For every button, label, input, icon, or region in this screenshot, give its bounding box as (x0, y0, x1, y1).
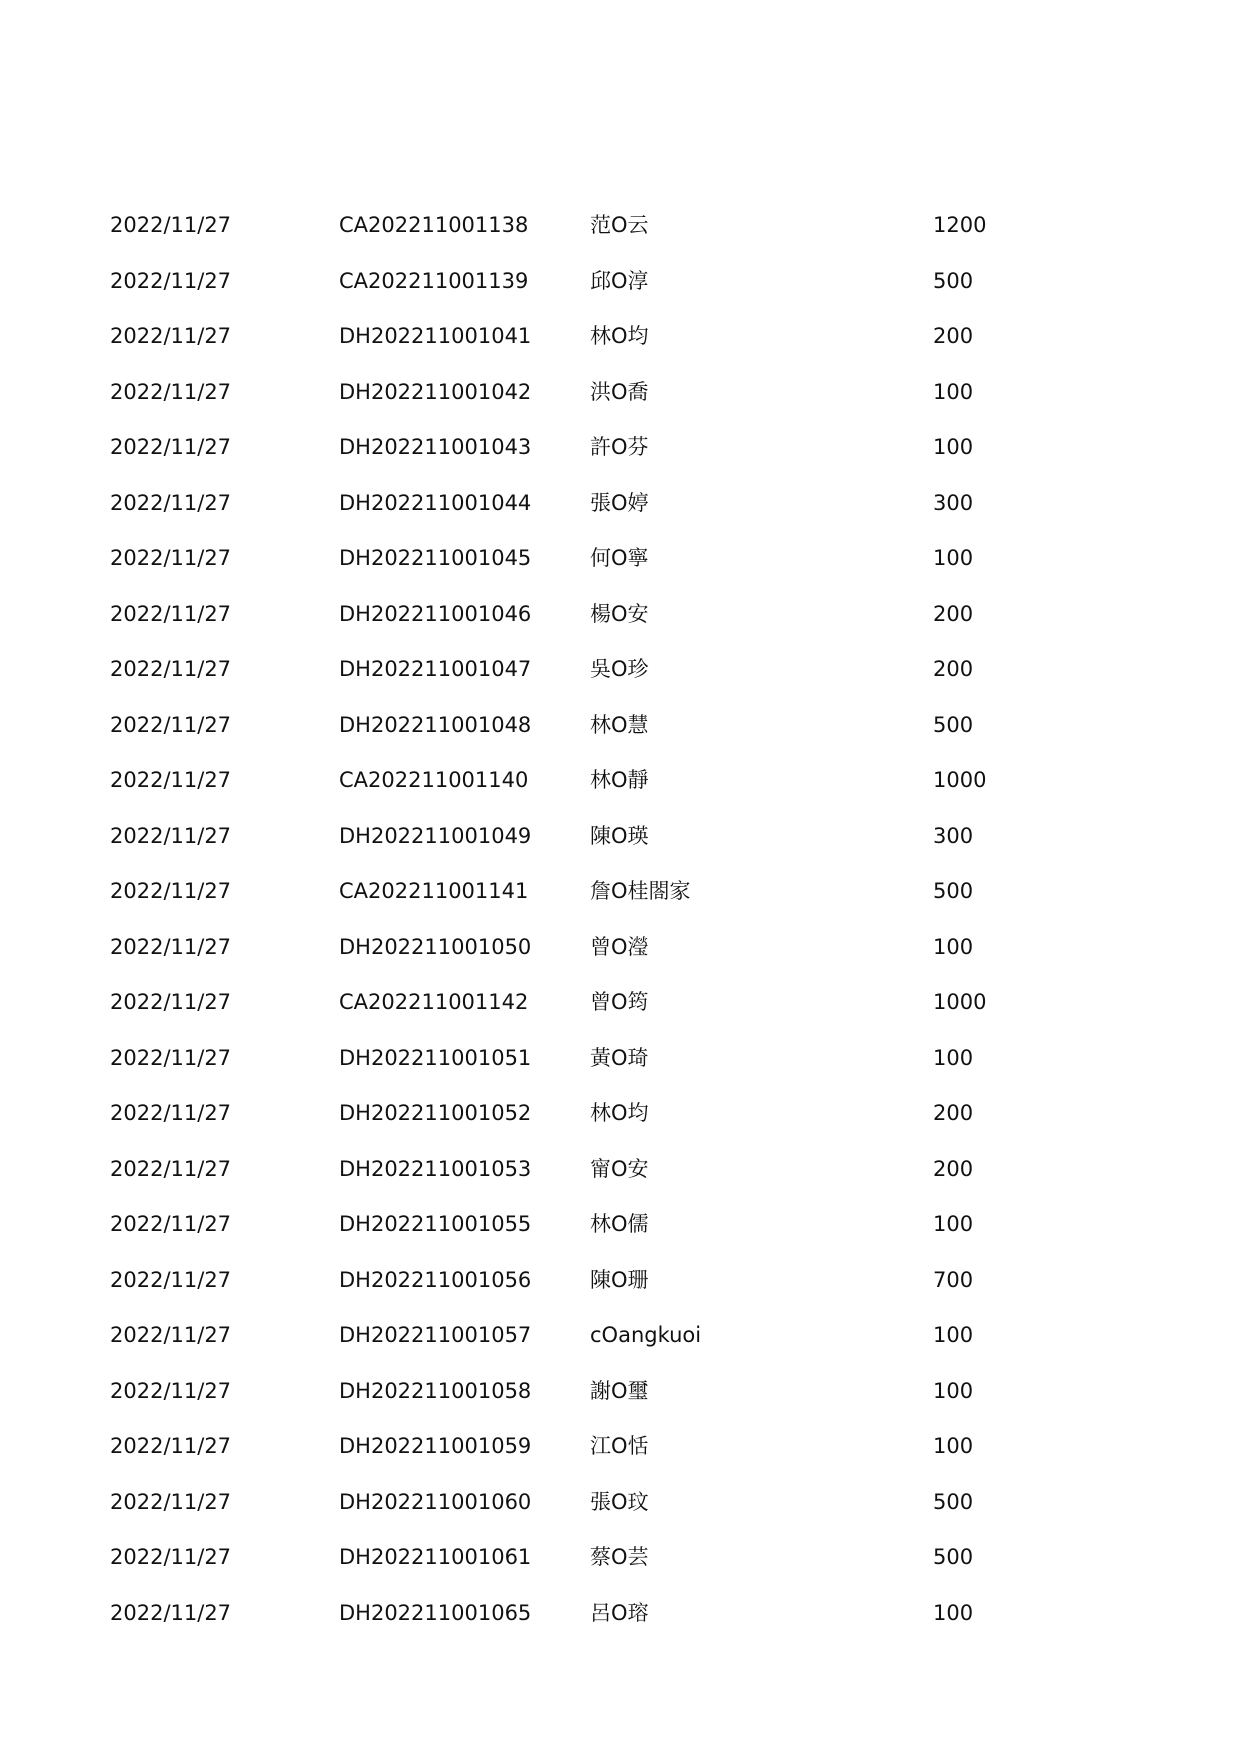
date-cell: 2022/11/27 (110, 657, 232, 681)
table-row (0, 767, 1240, 823)
donor-name-cell: 范O云 (590, 213, 649, 237)
donor-name-cell: 洪O喬 (590, 379, 649, 404)
amount-cell: 1000 (933, 768, 987, 792)
order-number-cell: DH202211001056 (339, 1267, 532, 1292)
amount-cell: 200 (933, 1156, 974, 1181)
date-cell: 2022/11/27 (110, 768, 232, 792)
donor-name-cell: 林O慧 (590, 712, 649, 737)
table-row (0, 1211, 1240, 1267)
order-number-cell: DH202211001057 (339, 1323, 532, 1347)
amount-cell: 500 (933, 268, 974, 293)
donor-name-cell: 張O婷 (590, 490, 649, 515)
order-number-cell: CA202211001139 (339, 268, 529, 293)
amount-cell: 1000 (933, 990, 987, 1014)
amount-cell: 100 (933, 379, 974, 404)
amount-cell: 200 (933, 324, 974, 348)
order-number-cell: DH202211001048 (339, 712, 532, 737)
table-row (0, 1045, 1240, 1101)
amount-cell: 100 (933, 1045, 974, 1070)
date-cell: 2022/11/27 (110, 379, 232, 404)
order-number-cell: CA202211001138 (339, 213, 529, 237)
date-cell: 2022/11/27 (110, 1378, 232, 1403)
amount-cell: 300 (933, 823, 974, 848)
donor-name-cell: 林O均 (590, 1101, 649, 1125)
amount-cell: 100 (933, 1378, 974, 1403)
order-number-cell: DH202211001047 (339, 657, 532, 681)
table-row (0, 878, 1240, 934)
table-row (0, 712, 1240, 768)
date-cell: 2022/11/27 (110, 1489, 232, 1514)
donor-name-cell: 吳O珍 (590, 657, 649, 681)
date-cell: 2022/11/27 (110, 1212, 232, 1236)
amount-cell: 100 (933, 1212, 974, 1236)
donor-name-cell: 甯O安 (590, 1156, 649, 1181)
donor-name-cell: 蔡O芸 (590, 1545, 649, 1569)
order-number-cell: DH202211001045 (339, 546, 532, 570)
amount-cell: 300 (933, 490, 974, 515)
date-cell: 2022/11/27 (110, 1101, 232, 1125)
table-row (0, 434, 1240, 490)
donor-name-cell: 楊O安 (590, 601, 649, 626)
donor-name-cell: 邱O淳 (590, 268, 649, 293)
order-number-cell: DH202211001042 (339, 379, 532, 404)
table-row (0, 379, 1240, 435)
date-cell: 2022/11/27 (110, 1545, 232, 1569)
date-cell: 2022/11/27 (110, 268, 232, 293)
donation-table (0, 212, 1240, 1655)
table-row (0, 1267, 1240, 1323)
table-row (0, 1600, 1240, 1656)
date-cell: 2022/11/27 (110, 546, 232, 570)
donor-name-cell: 何O寧 (590, 546, 649, 570)
order-number-cell: DH202211001053 (339, 1156, 532, 1181)
date-cell: 2022/11/27 (110, 1434, 232, 1458)
amount-cell: 100 (933, 1434, 974, 1458)
table-row (0, 268, 1240, 324)
donor-name-cell: 陳O瑛 (590, 823, 649, 848)
order-number-cell: DH202211001050 (339, 934, 532, 959)
date-cell: 2022/11/27 (110, 712, 232, 737)
donor-name-cell: 詹O桂閤家 (590, 879, 691, 903)
donor-name-cell: 黃O琦 (590, 1045, 649, 1070)
table-row (0, 1100, 1240, 1156)
table-row (0, 934, 1240, 990)
order-number-cell: DH202211001052 (339, 1101, 532, 1125)
table-row (0, 1378, 1240, 1434)
order-number-cell: DH202211001043 (339, 435, 532, 459)
date-cell: 2022/11/27 (110, 601, 232, 626)
date-cell: 2022/11/27 (110, 213, 232, 237)
order-number-cell: DH202211001051 (339, 1045, 532, 1070)
order-number-cell: DH202211001059 (339, 1434, 532, 1458)
amount-cell: 200 (933, 601, 974, 626)
order-number-cell: DH202211001046 (339, 601, 532, 626)
date-cell: 2022/11/27 (110, 1600, 232, 1625)
table-row (0, 1156, 1240, 1212)
amount-cell: 700 (933, 1267, 974, 1292)
order-number-cell: CA202211001141 (339, 879, 529, 903)
table-row (0, 1322, 1240, 1378)
amount-cell: 200 (933, 1101, 974, 1125)
order-number-cell: DH202211001041 (339, 324, 532, 348)
table-row (0, 1544, 1240, 1600)
donor-name-cell: 張O玟 (590, 1489, 649, 1514)
order-number-cell: DH202211001061 (339, 1545, 532, 1569)
order-number-cell: CA202211001140 (339, 768, 529, 792)
date-cell: 2022/11/27 (110, 1045, 232, 1070)
table-row (0, 656, 1240, 712)
donor-name-cell: 曾O筠 (590, 990, 649, 1014)
table-row (0, 545, 1240, 601)
table-row (0, 989, 1240, 1045)
donor-name-cell: cOangkuoi (590, 1323, 702, 1347)
date-cell: 2022/11/27 (110, 490, 232, 515)
order-number-cell: DH202211001044 (339, 490, 532, 515)
table-row (0, 212, 1240, 268)
date-cell: 2022/11/27 (110, 934, 232, 959)
amount-cell: 100 (933, 1323, 974, 1347)
donor-name-cell: 曾O瀅 (590, 934, 649, 959)
date-cell: 2022/11/27 (110, 324, 232, 348)
date-cell: 2022/11/27 (110, 1156, 232, 1181)
donor-name-cell: 陳O珊 (590, 1267, 649, 1292)
order-number-cell: CA202211001142 (339, 990, 529, 1014)
date-cell: 2022/11/27 (110, 823, 232, 848)
date-cell: 2022/11/27 (110, 879, 232, 903)
amount-cell: 500 (933, 879, 974, 903)
amount-cell: 500 (933, 1545, 974, 1569)
amount-cell: 100 (933, 1600, 974, 1625)
order-number-cell: DH202211001058 (339, 1378, 532, 1403)
donor-name-cell: 謝O璽 (590, 1378, 649, 1403)
order-number-cell: DH202211001065 (339, 1600, 532, 1625)
amount-cell: 500 (933, 1489, 974, 1514)
date-cell: 2022/11/27 (110, 1267, 232, 1292)
date-cell: 2022/11/27 (110, 990, 232, 1014)
table-row (0, 1433, 1240, 1489)
table-row (0, 490, 1240, 546)
amount-cell: 200 (933, 657, 974, 681)
amount-cell: 100 (933, 435, 974, 459)
donor-name-cell: 林O靜 (590, 768, 649, 792)
order-number-cell: DH202211001049 (339, 823, 532, 848)
table-row (0, 601, 1240, 657)
order-number-cell: DH202211001055 (339, 1212, 532, 1236)
donor-name-cell: 林O均 (590, 324, 649, 348)
amount-cell: 100 (933, 546, 974, 570)
donor-name-cell: 林O儒 (590, 1212, 649, 1236)
order-number-cell: DH202211001060 (339, 1489, 532, 1514)
donor-name-cell: 江O恬 (590, 1434, 649, 1458)
donor-name-cell: 許O芬 (590, 435, 649, 459)
amount-cell: 500 (933, 712, 974, 737)
amount-cell: 1200 (933, 213, 987, 237)
date-cell: 2022/11/27 (110, 1323, 232, 1347)
table-row (0, 323, 1240, 379)
amount-cell: 100 (933, 934, 974, 959)
date-cell: 2022/11/27 (110, 435, 232, 459)
donor-name-cell: 呂O瑢 (590, 1600, 649, 1625)
table-row (0, 823, 1240, 879)
table-row (0, 1489, 1240, 1545)
